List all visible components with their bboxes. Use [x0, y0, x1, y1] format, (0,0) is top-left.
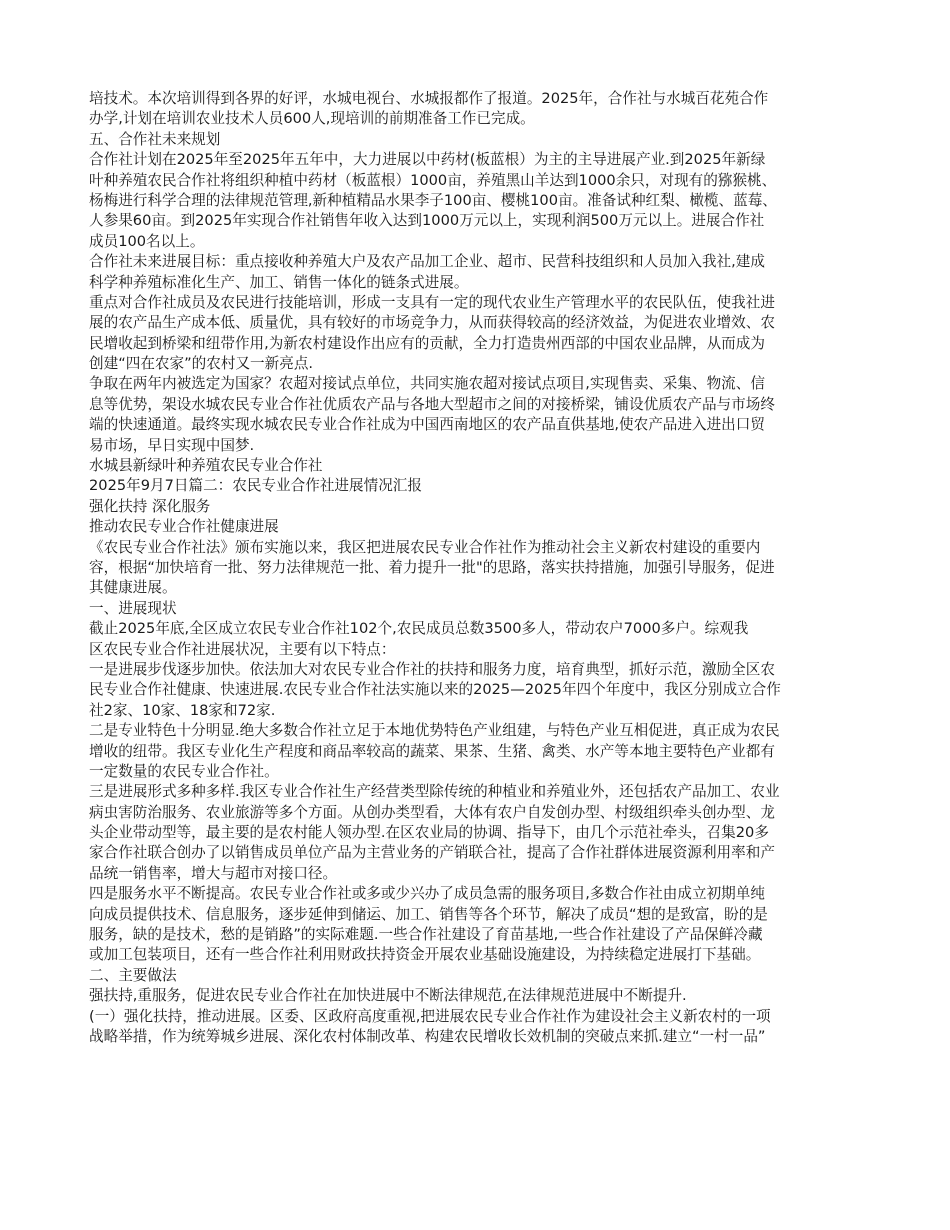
text-line: 增收的纽带。我区专业化生产程度和商品率较高的蔬菜、果茶、生猪、禽类、水产等本地主要特色产业都有: [89, 742, 775, 760]
text-line: 《农民专业合作社法》颁布实施以来，我区把进展农民专业合作社作为推动社会主义新农村建设的重要内: [89, 538, 761, 556]
text-line: 端的快速通道。最终实现水城农民专业合作社成为中国西南地区的农产品直供基地,使农产品进入进出口贸: [89, 416, 765, 434]
text-line: 展的农产品生产成本低、质量优，具有较好的市场竞争力，从而获得较高的经济效益，为促进农业增效、农: [89, 314, 775, 332]
text-line: 水城县新绿叶种养殖农民专业合作社: [89, 457, 323, 475]
text-line: 办学,计划在培训农业技术人员600人,现培训的前期准备工作已完成。: [89, 110, 535, 128]
text-line: 成员100名以上。: [89, 232, 205, 250]
text-line: 强扶持,重服务，促进农民专业合作社在加快进展中不断法律规范,在法律规范进展中不断提升.: [89, 987, 687, 1005]
text-line: 科学种养殖标准化生产、加工、销售一体化的链条式进展。: [89, 273, 469, 291]
text-line: 重点对合作社成员及农民进行技能培训，形成一支具有一定的现代农业生产管理水平的农民队伍，使我社进: [89, 293, 775, 311]
text-line: 头企业带动型等，最主要的是农村能人领办型.在区农业局的协调、指导下，由几个示范社牵头，召集20多: [89, 824, 769, 842]
text-line: 服务，缺的是技术，愁的是销路”的实际难题.一些合作社建设了育苗基地,一些合作社建设了产品保鲜冷藏: [89, 926, 763, 944]
text-line: 杨梅进行科学合理的法律规范管理,新种植精品水果李子100亩、樱桃100亩。准备试种红梨、橄榄、蓝莓、: [89, 191, 777, 209]
text-line: 民增收起到桥梁和纽带作用,为新农村建设作出应有的贡献，全力打造贵州西部的中国农业品牌，从而成为: [89, 334, 765, 352]
text-line: 强化扶持 深化服务: [89, 497, 211, 515]
text-line: 一、进展现状: [89, 599, 177, 617]
text-line: 人参果60亩。到2025年实现合作社销售年收入达到1000万元以上，实现利润500万元以上。进展合作社: [89, 212, 765, 230]
text-line: 三是进展形式多种多样.我区专业合作社生产经营类型除传统的种植业和养殖业外，还包括农产品加工、农业: [89, 783, 780, 801]
text-line: 品统一销售率，增大与超市对接口径。: [89, 864, 338, 882]
text-line: 其健康进展。: [89, 579, 177, 597]
text-line: (一）强化扶持，推动进展。区委、区政府高度重视,把进展农民专业合作社作为建设社会主义新农村的一项: [89, 1007, 771, 1025]
text-line: 五、合作社未来规划: [89, 130, 221, 148]
document-body: [89, 89, 870, 1047]
text-line: 合作社未来进展目标：重点接收种养殖大户及农产品加工企业、超市、民营科技组织和人员加入我社,建成: [89, 253, 765, 271]
text-line: 容，根据“加快培育一批、努力法律规范一批、着力提升一批"的思路，落实扶持措施，加强引导服务，促进: [89, 558, 775, 576]
text-line: 战略举措，作为统筹城乡进展、深化农村体制改革、构建农民增收长效机制的突破点来抓.建立“一村一品”: [89, 1027, 766, 1045]
text-line: 合作社计划在2025年至2025年五年中，大力进展以中药材(板蓝根）为主的主导进展产业.到2025年新绿: [89, 151, 766, 169]
text-line: 二、主要做法: [89, 966, 177, 984]
text-line: 推动农民专业合作社健康进展: [89, 518, 279, 536]
text-line: 叶种养殖农民合作社将组织种植中药材（板蓝根）1000亩，养殖黑山羊达到1000余只，对现有的猕猴桃、: [89, 171, 777, 189]
text-line: 社2家、10家、18家和72家.: [89, 701, 276, 719]
text-line: 区农民专业合作社进展状况，主要有以下特点：: [89, 640, 396, 658]
text-line: 一是进展步伐逐步加快。依法加大对农民专业合作社的扶持和服务力度，培育典型，抓好示范，激励全区农: [89, 660, 775, 678]
text-line: 创建“四在农家”的农村又一新亮点.: [89, 355, 314, 373]
text-line: 民专业合作社健康、快速进展.农民专业合作社法实施以来的2025—2025年四个年度中，我区分别成立合作: [89, 681, 781, 699]
text-line: 息等优势，架设水城农民专业合作社优质农产品与各地大型超市之间的对接桥梁，铺设优质农产品与市场终: [89, 395, 775, 413]
text-line: 2025年9月7日篇二：农民专业合作社进展情况汇报: [89, 477, 422, 495]
text-line: 争取在两年内被选定为国家？农超对接试点单位，共同实施农超对接试点项目,实现售卖、采集、物流、信: [89, 375, 765, 393]
text-line: 四是服务水平不断提高。农民专业合作社或多或少兴办了成员急需的服务项目,多数合作社由成立初期单纯: [89, 885, 765, 903]
text-line: 培技术。本次培训得到各界的好评，水城电视台、水城报都作了报道。2025年，合作社与水城百花苑合作: [89, 90, 769, 107]
text-line: 家合作社联合创办了以销售成员单位产品为主营业务的产销联合社，提高了合作社群体进展资源利用率和产: [89, 844, 775, 862]
text-line: 一定数量的农民专业合作社。: [89, 762, 279, 780]
text-line: 截止2025年底,全区成立农民专业合作社102个,农民成员总数3500多人，带动农户7000多户。综观我: [89, 620, 749, 638]
text-line: 二是专业特色十分明显.绝大多数合作社立足于本地优势特色产业组建，与特色产业互相促进，真正成为农民: [89, 722, 780, 740]
text-line: 或加工包装项目，还有一些合作社利用财政扶持资金开展农业基础设施建设，为持续稳定进展打下基础。: [89, 946, 761, 964]
text-line: 病虫害防治服务、农业旅游等多个方面。从创办类型看，大体有农户自发创办型、村级组织牵头创办型、龙: [89, 803, 775, 821]
text-line: 向成员提供技术、信息服务，逐步延伸到储运、加工、销售等各个环节，解决了成员“想的是致富，盼的是: [89, 905, 768, 923]
text-line: 易市场，早日实现中国梦.: [89, 436, 255, 454]
